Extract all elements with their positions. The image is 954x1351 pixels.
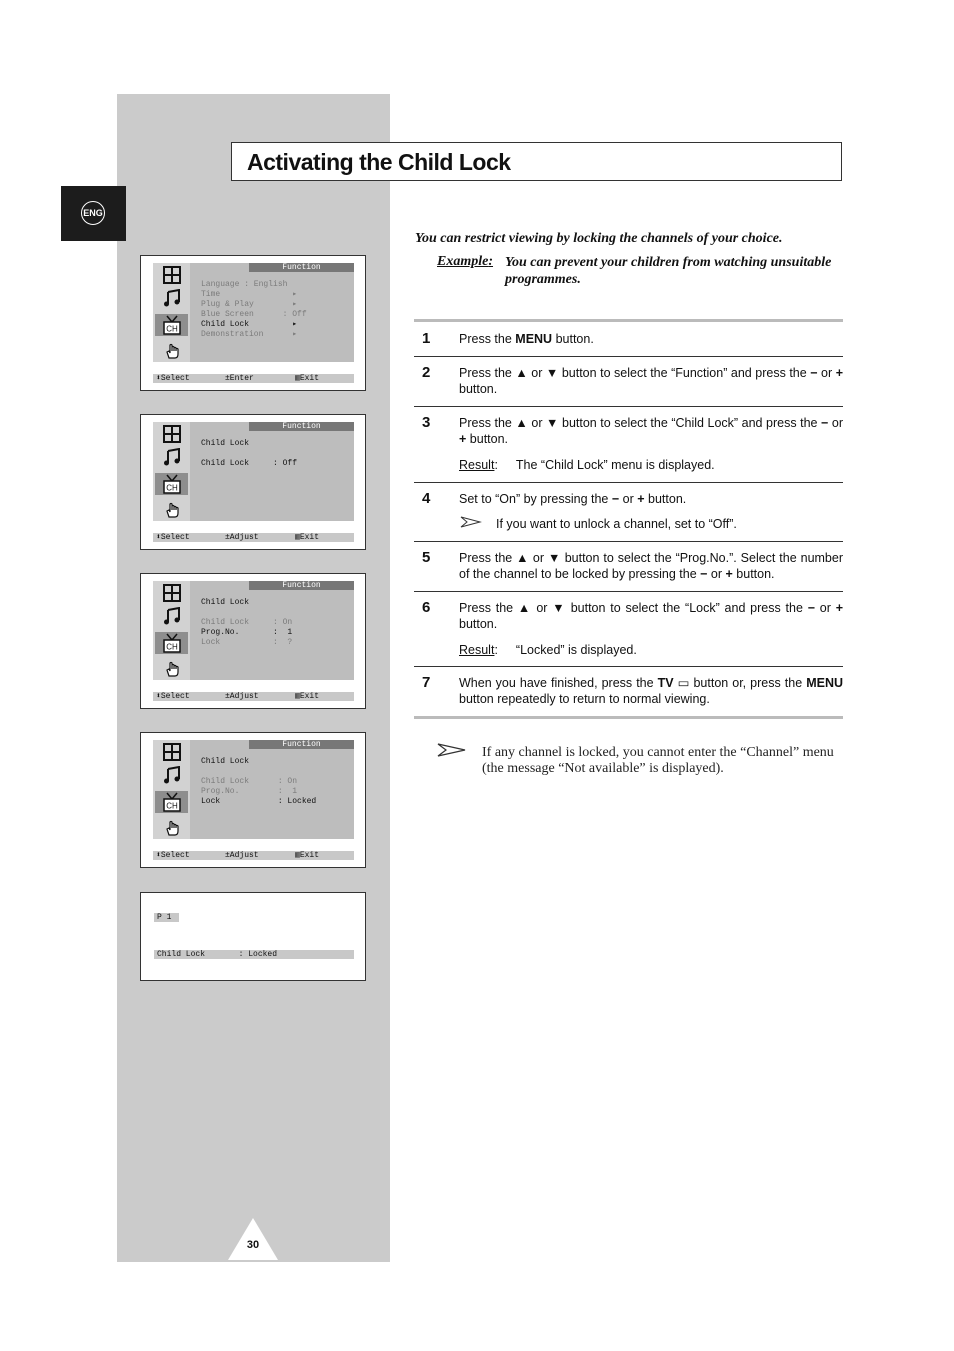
sound-icon	[155, 605, 188, 627]
osd-screen	[140, 414, 366, 550]
sound-icon	[155, 446, 188, 468]
picture-icon	[155, 264, 188, 286]
step-divider	[414, 406, 843, 407]
osd-icon-bar	[153, 740, 190, 839]
step-divider	[414, 541, 843, 542]
step-text: Set to “On” by pressing the − or + button.	[459, 492, 687, 506]
svg-text:CH: CH	[165, 324, 178, 334]
step-number: 6	[422, 599, 431, 616]
step-divider	[414, 666, 843, 667]
osd-help-item: ⬍Select	[156, 851, 190, 860]
step-number: 2	[422, 364, 431, 381]
osd-menu-line: Blue Screen : Off	[201, 310, 307, 319]
setup-hand-icon	[155, 340, 188, 362]
osd-menu-line: Lock : Locked	[201, 797, 317, 806]
osd-help-item: ▥Exit	[295, 533, 320, 542]
osd-menu-line: Language : English	[201, 280, 288, 289]
result-label: Result	[459, 643, 495, 657]
picture-icon	[155, 741, 188, 763]
osd-menu	[153, 422, 354, 521]
osd-menu-line: Demonstration ▸	[201, 330, 298, 339]
step-number: 3	[422, 414, 431, 431]
note-arrow-icon	[437, 742, 467, 758]
step-result: Result: “Locked” is displayed.	[459, 643, 637, 657]
step-divider	[414, 482, 843, 483]
osd-help-bar	[153, 851, 354, 860]
osd-screen	[140, 732, 366, 868]
sound-icon	[155, 764, 188, 786]
osd-menu-line: Child Lock : On	[201, 618, 293, 627]
step-tip: If you want to unlock a channel, set to “Off”.	[496, 517, 737, 531]
step-text: Press the MENU button.	[459, 332, 594, 346]
child-lock-status: Child Lock : Locked	[154, 950, 354, 959]
step-number: 5	[422, 549, 431, 566]
title-box	[231, 142, 842, 181]
channel-icon	[155, 314, 188, 336]
step-number: 4	[422, 490, 431, 507]
picture-icon	[155, 423, 188, 445]
svg-text:CH: CH	[165, 483, 178, 493]
osd-help-item: ±Adjust	[225, 533, 259, 542]
setup-hand-icon	[155, 658, 188, 680]
osd-menu-line: Prog.No. : 1	[201, 787, 298, 796]
step-divider	[414, 356, 843, 357]
osd-menu-line: Child Lock	[201, 757, 250, 766]
osd-menu-line: Plug & Play ▸	[201, 300, 298, 309]
osd-menu-line: Prog.No. : 1	[201, 628, 293, 637]
osd-help-item: ±Enter	[225, 374, 254, 383]
example-label: Example	[437, 254, 489, 269]
channel-icon	[155, 473, 188, 495]
result-text: The “Child Lock” menu is displayed.	[515, 458, 715, 472]
osd-title: Function	[249, 740, 354, 749]
svg-text:CH: CH	[165, 801, 178, 811]
note-text: If any channel is locked, you cannot enter the “Channel” menu (the message “Not available” is displayed).	[482, 745, 834, 776]
osd-menu	[153, 581, 354, 680]
osd-title: Function	[249, 581, 354, 590]
osd-help-item: ±Adjust	[225, 692, 259, 701]
page-title: Activating the Child Lock	[247, 149, 511, 175]
osd-help-item: ±Adjust	[225, 851, 259, 860]
osd-help-bar	[153, 692, 354, 701]
result-text: “Locked” is displayed.	[515, 643, 637, 657]
prog-number-label: P 1	[154, 913, 179, 922]
osd-menu-line: Child Lock	[201, 598, 250, 607]
channel-icon	[155, 791, 188, 813]
osd-menu-line: Child Lock : Off	[201, 459, 298, 468]
step-divider	[414, 716, 843, 719]
osd-icon-bar	[153, 422, 190, 521]
osd-menu	[153, 263, 354, 362]
setup-hand-icon	[155, 499, 188, 521]
language-tab	[61, 186, 126, 241]
step-text: Press the ▲ or ▼ button to select the “Function” and press the − or + button.	[459, 366, 843, 396]
svg-text:CH: CH	[165, 642, 178, 652]
result-label: Result	[459, 458, 495, 472]
osd-help-item: ⬍Select	[156, 533, 190, 542]
osd-menu-line: Child Lock : On	[201, 777, 298, 786]
osd-menu	[153, 740, 354, 839]
step-text: When you have finished, press the TV ▭ button or, press the MENU button repeatedly to return to normal viewing.	[459, 676, 843, 706]
osd-help-item: ▥Exit	[295, 851, 320, 860]
osd-icon-bar	[153, 263, 190, 362]
osd-help-bar	[153, 533, 354, 542]
setup-hand-icon	[155, 817, 188, 839]
step-number: 7	[422, 674, 431, 691]
intro-line: You can restrict viewing by locking the channels of your choice.	[415, 231, 783, 246]
channel-icon	[155, 632, 188, 654]
osd-menu-line: Time ▸	[201, 290, 298, 299]
picture-icon	[155, 582, 188, 604]
osd-help-bar	[153, 374, 354, 383]
osd-title: Function	[249, 263, 354, 272]
osd-menu-line: Child Lock	[201, 439, 250, 448]
step-text: Press the ▲ or ▼ button to select the “Prog.No.”. Select the number of the channel to be locked by pressing the − or + button.	[459, 551, 843, 581]
example-text: You can prevent your children from watching unsuitable programmes.	[505, 255, 832, 287]
sound-icon	[155, 287, 188, 309]
osd-help-item: ▥Exit	[295, 692, 320, 701]
osd-menu-line: Lock : ?	[201, 638, 293, 647]
osd-screen-final	[140, 892, 366, 981]
osd-screen	[140, 255, 366, 391]
page-number: 30	[246, 1239, 260, 1251]
language-badge: ENG	[81, 201, 105, 225]
step-number: 1	[422, 330, 431, 347]
tip-arrow-icon	[460, 516, 482, 528]
osd-help-item: ▥Exit	[295, 374, 320, 383]
step-result: Result: The “Child Lock” menu is displayed.	[459, 458, 715, 472]
step-divider	[414, 591, 843, 592]
osd-title: Function	[249, 422, 354, 431]
step-divider	[414, 319, 843, 322]
osd-menu-line: Child Lock ▸	[201, 320, 298, 329]
osd-help-item: ⬍Select	[156, 692, 190, 701]
step-text: Press the ▲ or ▼ button to select the “Child Lock” and press the − or + button.	[459, 416, 843, 446]
osd-screen	[140, 573, 366, 709]
step-text: Press the ▲ or ▼ button to select the “Lock” and press the − or + button.	[459, 601, 844, 631]
osd-help-item: ⬍Select	[156, 374, 190, 383]
osd-icon-bar	[153, 581, 190, 680]
